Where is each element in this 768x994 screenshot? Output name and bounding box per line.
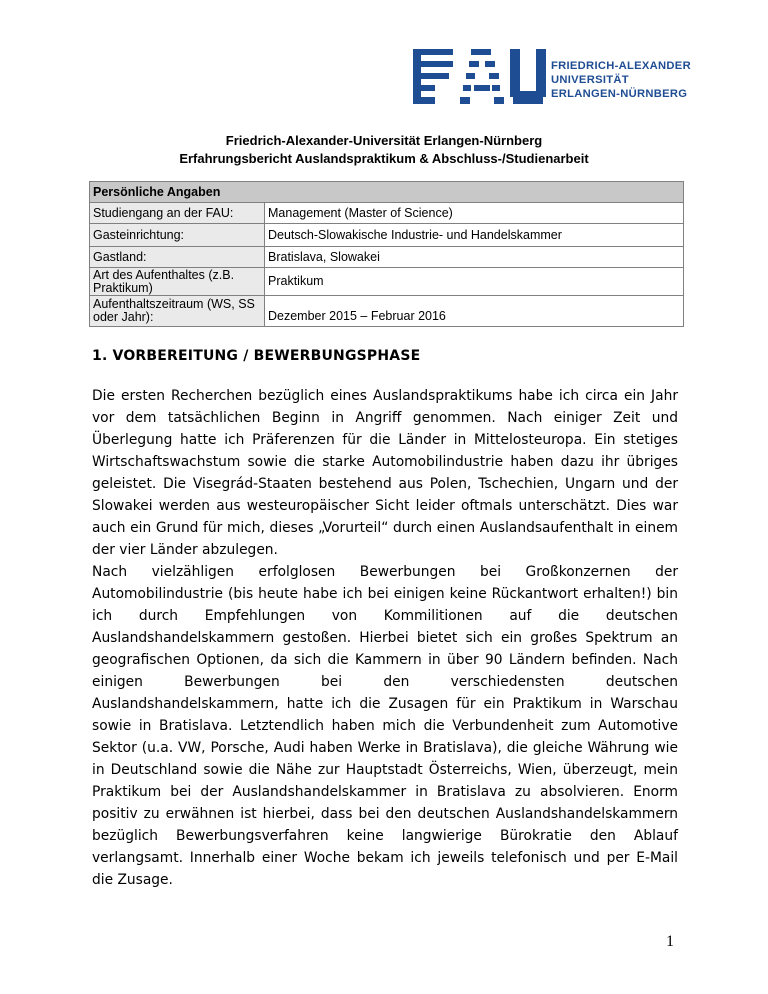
body-text (92, 385, 678, 891)
logo-line-3: ERLANGEN-NÜRNBERG (551, 88, 688, 100)
row-value: Praktikum (265, 268, 684, 296)
table-row (90, 296, 684, 327)
row-value: Deutsch-Slowakische Industrie- und Handelskammer (265, 224, 684, 247)
paragraph: Die ersten Recherchen bezüglich eines Auslandspraktikums habe ich circa ein Jahr vor dem tatsächlichen Beginn in Angriff genommen. Nach einiger Zeit und Überlegung hatte ich Präferenzen für die Länder in Mittelosteuropa. Ein stetiges Wirtschaftswachstum sowie die starke Automobilindustrie haben dazu ihr übriges geleistet. Die Visegrád-Staaten bestehend aus Polen, Tschechien, Ungarn und der Slowakei werden aus westeuropäischer Sicht leider oftmals unterschätzt. Dies war auch ein Grund für mich, dieses „Vorurteil“ durch einen Auslandsaufenthalt in einem der vier Länder abzulegen. (92, 388, 678, 558)
document-title: Friedrich-Alexander-Universität Erlangen-Nürnberg (225, 133, 543, 148)
row-label: Gasteinrichtung: (90, 224, 265, 247)
row-label: Gastland: (90, 247, 265, 268)
row-value: Bratislava, Slowakei (265, 247, 684, 268)
table-header-row (90, 182, 684, 203)
page-number: 1 (666, 933, 674, 950)
personal-info-table (89, 181, 684, 327)
university-logo (413, 49, 703, 104)
paragraph: Nach vielzähligen erfolglosen Bewerbungen bei Großkonzernen der Automobilindustrie (bis heute habe ich bei einigen keine Rückantwort erhalten!) bin ich durch Empfehlungen von Kommilitionen auf die deutschen Auslandshandelskammern gestoßen. Hierbei bietet sich ein großes Spektrum an geografischen Optionen, da sich die Kammern in über 90 Ländern befinden. Nach einigen Bewerbungen bei den verschiedensten deutschen Auslandshandelskammern, hatte ich die Zusagen für ein Praktikum in Warschau sowie in Bratislava. Letztendlich haben mich die Verbundenheit zum Automotive Sektor (u.a. VW, Porsche, Audi haben Werke in Bratislava), die gleiche Währung wie in Deutschland sowie die Nähe zur Hauptstadt Österreichs, Wien, überzeugt, mein Praktikum bei der Auslandshandelskammer in Bratislava zu absolvieren. Enorm positiv zu erwähnen ist hierbei, dass bei den deutschen Auslandshandelskammern bezüglich Bewerbungsverfahren keine langwierige Bürokratie den Ablauf verlangsamt. Innerhalb einer Woche bekam ich jeweils telefonisch und per E-Mail die Zusage. (92, 564, 678, 888)
section-heading: 1. VORBEREITUNG / BEWERBUNGSPHASE (92, 348, 421, 364)
table-row (90, 247, 684, 268)
row-label: Art des Aufenthaltes (z.B. Praktikum) (90, 268, 265, 296)
logo-wordmark (551, 59, 691, 101)
row-value: Management (Master of Science) (265, 203, 684, 224)
row-label: Studiengang an der FAU: (90, 203, 265, 224)
table-heading: Persönliche Angaben (90, 182, 684, 203)
fau-logo-mark (413, 49, 548, 104)
table-row (90, 224, 684, 247)
document-subtitle: Erfahrungsbericht Auslandspraktikum & Abschluss-/Studienarbeit (179, 151, 589, 166)
logo-line-2: UNIVERSITÄT (551, 74, 629, 86)
table-row (90, 268, 684, 296)
logo-line-1: FRIEDRICH-ALEXANDER (551, 60, 691, 72)
row-label: Aufenthaltszeitraum (WS, SS oder Jahr): (90, 296, 265, 327)
table-row (90, 203, 684, 224)
row-value: Dezember 2015 – Februar 2016 (265, 296, 684, 327)
